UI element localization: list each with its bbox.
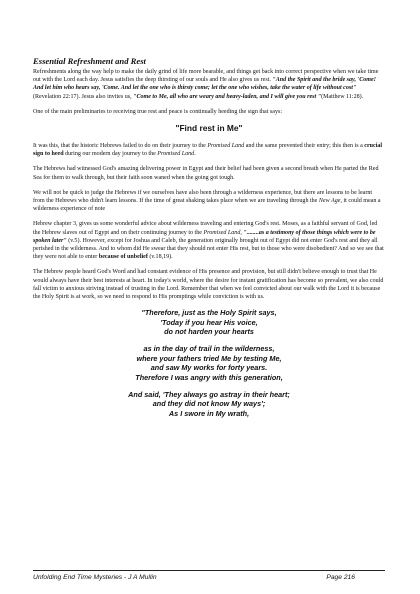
paragraph-refreshments <box>33 68 385 101</box>
footer-page-number: Page 216 <box>326 574 355 581</box>
emphasis: crucial sign to heed <box>33 143 383 158</box>
text: We will not be quick to judge the Hebrews if we ourselves have also been through a wilderness experience, but there are lessons to be learnt from the Hebrews who didn't learn lessons. If the time of great shaking takes place when we are traveling through the <box>33 189 373 205</box>
text: and the same prevented their entry; this then is a <box>244 143 365 150</box>
quote-stanza-2 <box>33 344 385 382</box>
paragraph-preliminaries: One of the main preliminaries to receiving true rest and peace is continually heeding the sign that says: <box>33 108 283 115</box>
paragraph-delivering-power: The Hebrews had witnessed God's amazing delivering power in Egypt and their belief had been given a second breath when He parted the Red Sea for them to walk through, but their faith soon waned when the going got tough. <box>33 166 379 181</box>
quote-stanza-1 <box>33 308 385 337</box>
text: Hebrew chapter 3, gives us some wonderful advice about wilderness traveling and entering God's rest. Moses, as a faithful servant of God, led the Hebrew slaves out of Egypt and on their continuing journey to the <box>33 221 378 236</box>
text: , it could mean a wilderness experience of note <box>33 198 381 213</box>
text: (Matthew 11:28). <box>321 93 364 100</box>
quote-line: As I swore in My wrath, <box>168 408 250 418</box>
text: (Revelation 22:17). Jesus also invites us, <box>33 93 134 100</box>
sign-title: "Find rest in Me" <box>175 123 243 134</box>
scripture-quote <box>33 308 385 418</box>
quote-line: "Therefore, just as the Holy Spirit says, <box>141 308 277 318</box>
testimony-quote: "........as a testimony of those things which were to be spoken later" <box>33 229 376 244</box>
quote-line: as in the day of trail in the wilderness, <box>143 344 275 354</box>
quote-line: And said, 'They always go astray in their heart; <box>128 389 290 399</box>
page-footer <box>33 570 385 581</box>
quote-line: Therefore I was angry with this generation, <box>135 372 283 382</box>
text: Refreshments along the way help to make the daily grind of life more bearable, and things get back into correct perspective when we take time out with the Lord each day. Jesus satisfies the deep thirsting of our souls and He also gives us rest. <box>33 69 379 84</box>
paragraph-hebrews-chapter-3 <box>33 220 385 261</box>
paragraph-historic-hebrews <box>33 142 385 158</box>
section-heading: Essential Refreshment and Rest <box>33 56 146 66</box>
footer-book-title: Unfolding End Time Mysteries - J A Mullin <box>33 574 157 581</box>
quote-line: where your fathers tried Me by testing Me, <box>136 353 282 363</box>
quote-line: and they did not know My ways'; <box>152 399 266 409</box>
text: (v.18,19). <box>147 254 173 261</box>
paragraph-gods-word: The Hebrew people heard God's Word and had constant evidence of His presence and provision, but still didn't believe enough to trust that He would always have their best interests at heart. In today's world, where the desire for instant gratification has become so prevalent, we also could fall victim to anxious striving instead of trusting in the Lord. Remember that when we feel convicted about our walk with the Lord it is because the Holy Spirit is at work, so we need to respond to His promptings while conviction is with us. <box>33 269 384 301</box>
text: . <box>194 151 196 158</box>
quote-line: 'Today if you hear His voice, <box>160 317 258 327</box>
new-age-term: New Age <box>318 198 341 205</box>
quote-line: do not harden your hearts <box>164 327 254 337</box>
text: , <box>240 229 244 236</box>
quote-stanza-3 <box>33 390 385 419</box>
paragraph-wilderness <box>33 189 385 214</box>
emphasis: because of unbelief <box>98 254 148 261</box>
promised-land-term: Promised Land <box>157 151 195 158</box>
quote-line: and saw My works for forty years. <box>150 363 268 373</box>
text: It was this, that the historic Hebrews failed to do on their journey to the <box>33 143 208 150</box>
promised-land-term: Promised Land <box>203 229 241 236</box>
revelation-quote: "And the Spirit and the bride say, 'Come! And let him who hears say, 'Come. And let the one who is thirsty come; let the one who wishes, take the water of life without cost" <box>33 77 377 92</box>
promised-land-term: Promised Land <box>207 143 245 150</box>
text: (v.5). However, except for Joshua and Caleb, the generation originally brought out of Egypt did not enter God's rest and they all perished in the wilderness. And to whom did He swear that they should not enter His rest, but to those who were disobedient? And so we see that they were not able to enter <box>33 237 384 261</box>
page-content <box>33 56 385 426</box>
matthew-quote: "Come to Me, all who are weary and heavy-laden, and I will give you rest " <box>133 93 322 100</box>
text: during our modern day journey to the <box>63 151 158 158</box>
